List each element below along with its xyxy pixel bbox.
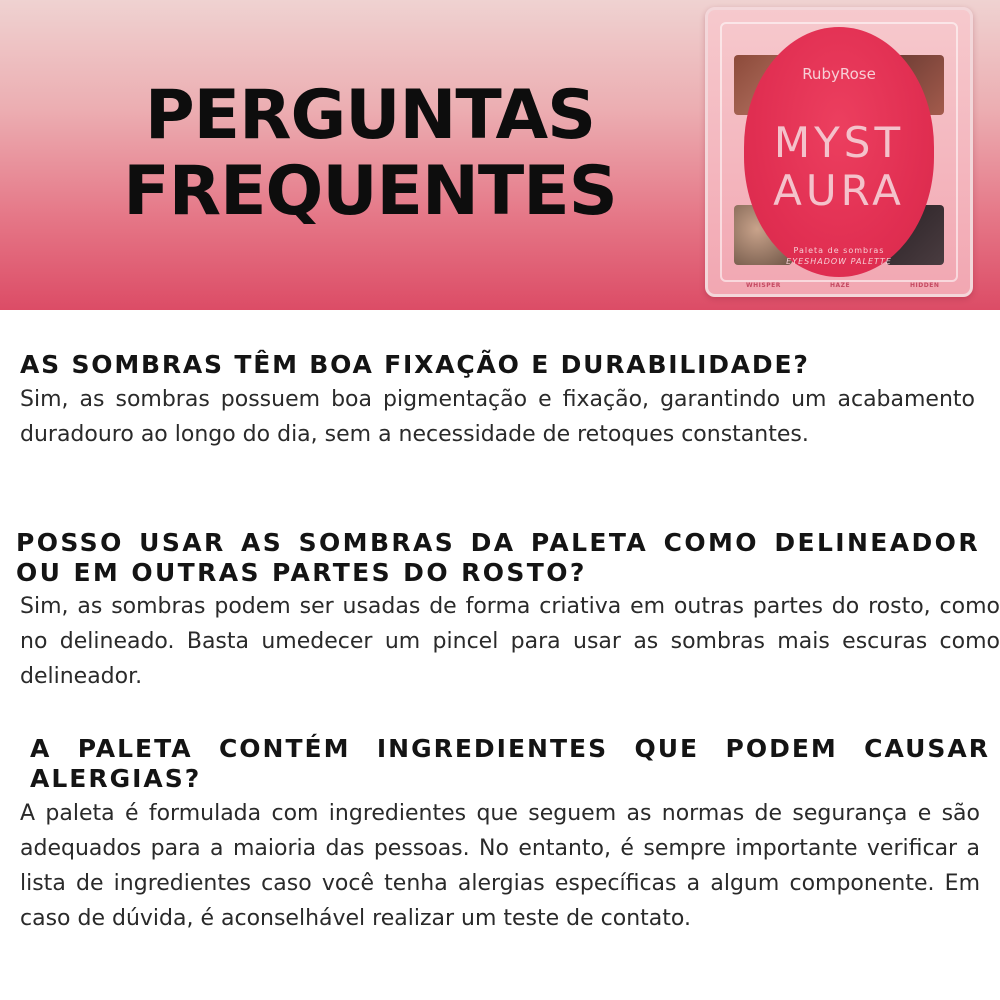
palette-label-disc [744,27,934,277]
product-subtitle-pt: Paleta de sombras [793,246,885,255]
faq-answer-2: Sim, as sombras podem ser usadas de forma criativa em outras partes do rosto, como no delineado. Basta umedecer um pincel para usar as sombras mais escuras como delineador. [20,594,1000,689]
brand-logo: RubyRose [802,65,876,83]
product-name-line-2: AURA [773,166,905,215]
faq-question-3: A PALETA CONTÉM INGREDIENTES QUE PODEM CAUSAR ALERGIAS? [30,734,990,793]
product-image-eyeshadow-palette [705,7,973,297]
title-line-2: FREQUENTES [123,152,617,231]
product-name-line-1: MYST [773,118,905,167]
shade-label: HAZE [830,282,851,289]
product-name [744,119,934,215]
faq-answer-3: A paleta é formulada com ingredientes que seguem as normas de segurança e são adequados para a maioria das pessoas. No entanto, é sempre importante verificar a lista de ingredientes caso você tenha alergias específicas a algum componente. Em caso de dúvida, é aconselhável realizar um teste de contato. [20,801,980,931]
shade-label: HIDDEN [910,282,940,289]
faq-question-2: POSSO USAR AS SOMBRAS DA PALETA COMO DELINEADOR OU EM OUTRAS PARTES DO ROSTO? [16,528,980,587]
shade-label: WHISPER [746,282,781,289]
header-banner [0,0,1000,310]
title-line-1: PERGUNTAS [144,76,596,155]
product-subtitle [744,245,934,267]
product-subtitle-en: EYESHADOW PALETTE [786,257,892,266]
page-title [100,78,640,230]
faq-answer-1: Sim, as sombras possuem boa pigmentação e fixação, garantindo um acabamento duradouro ao longo do dia, sem a necessidade de retoques constantes. [20,387,975,447]
faq-question-1: AS SOMBRAS TÊM BOA FIXAÇÃO E DURABILIDADE? [20,350,810,379]
